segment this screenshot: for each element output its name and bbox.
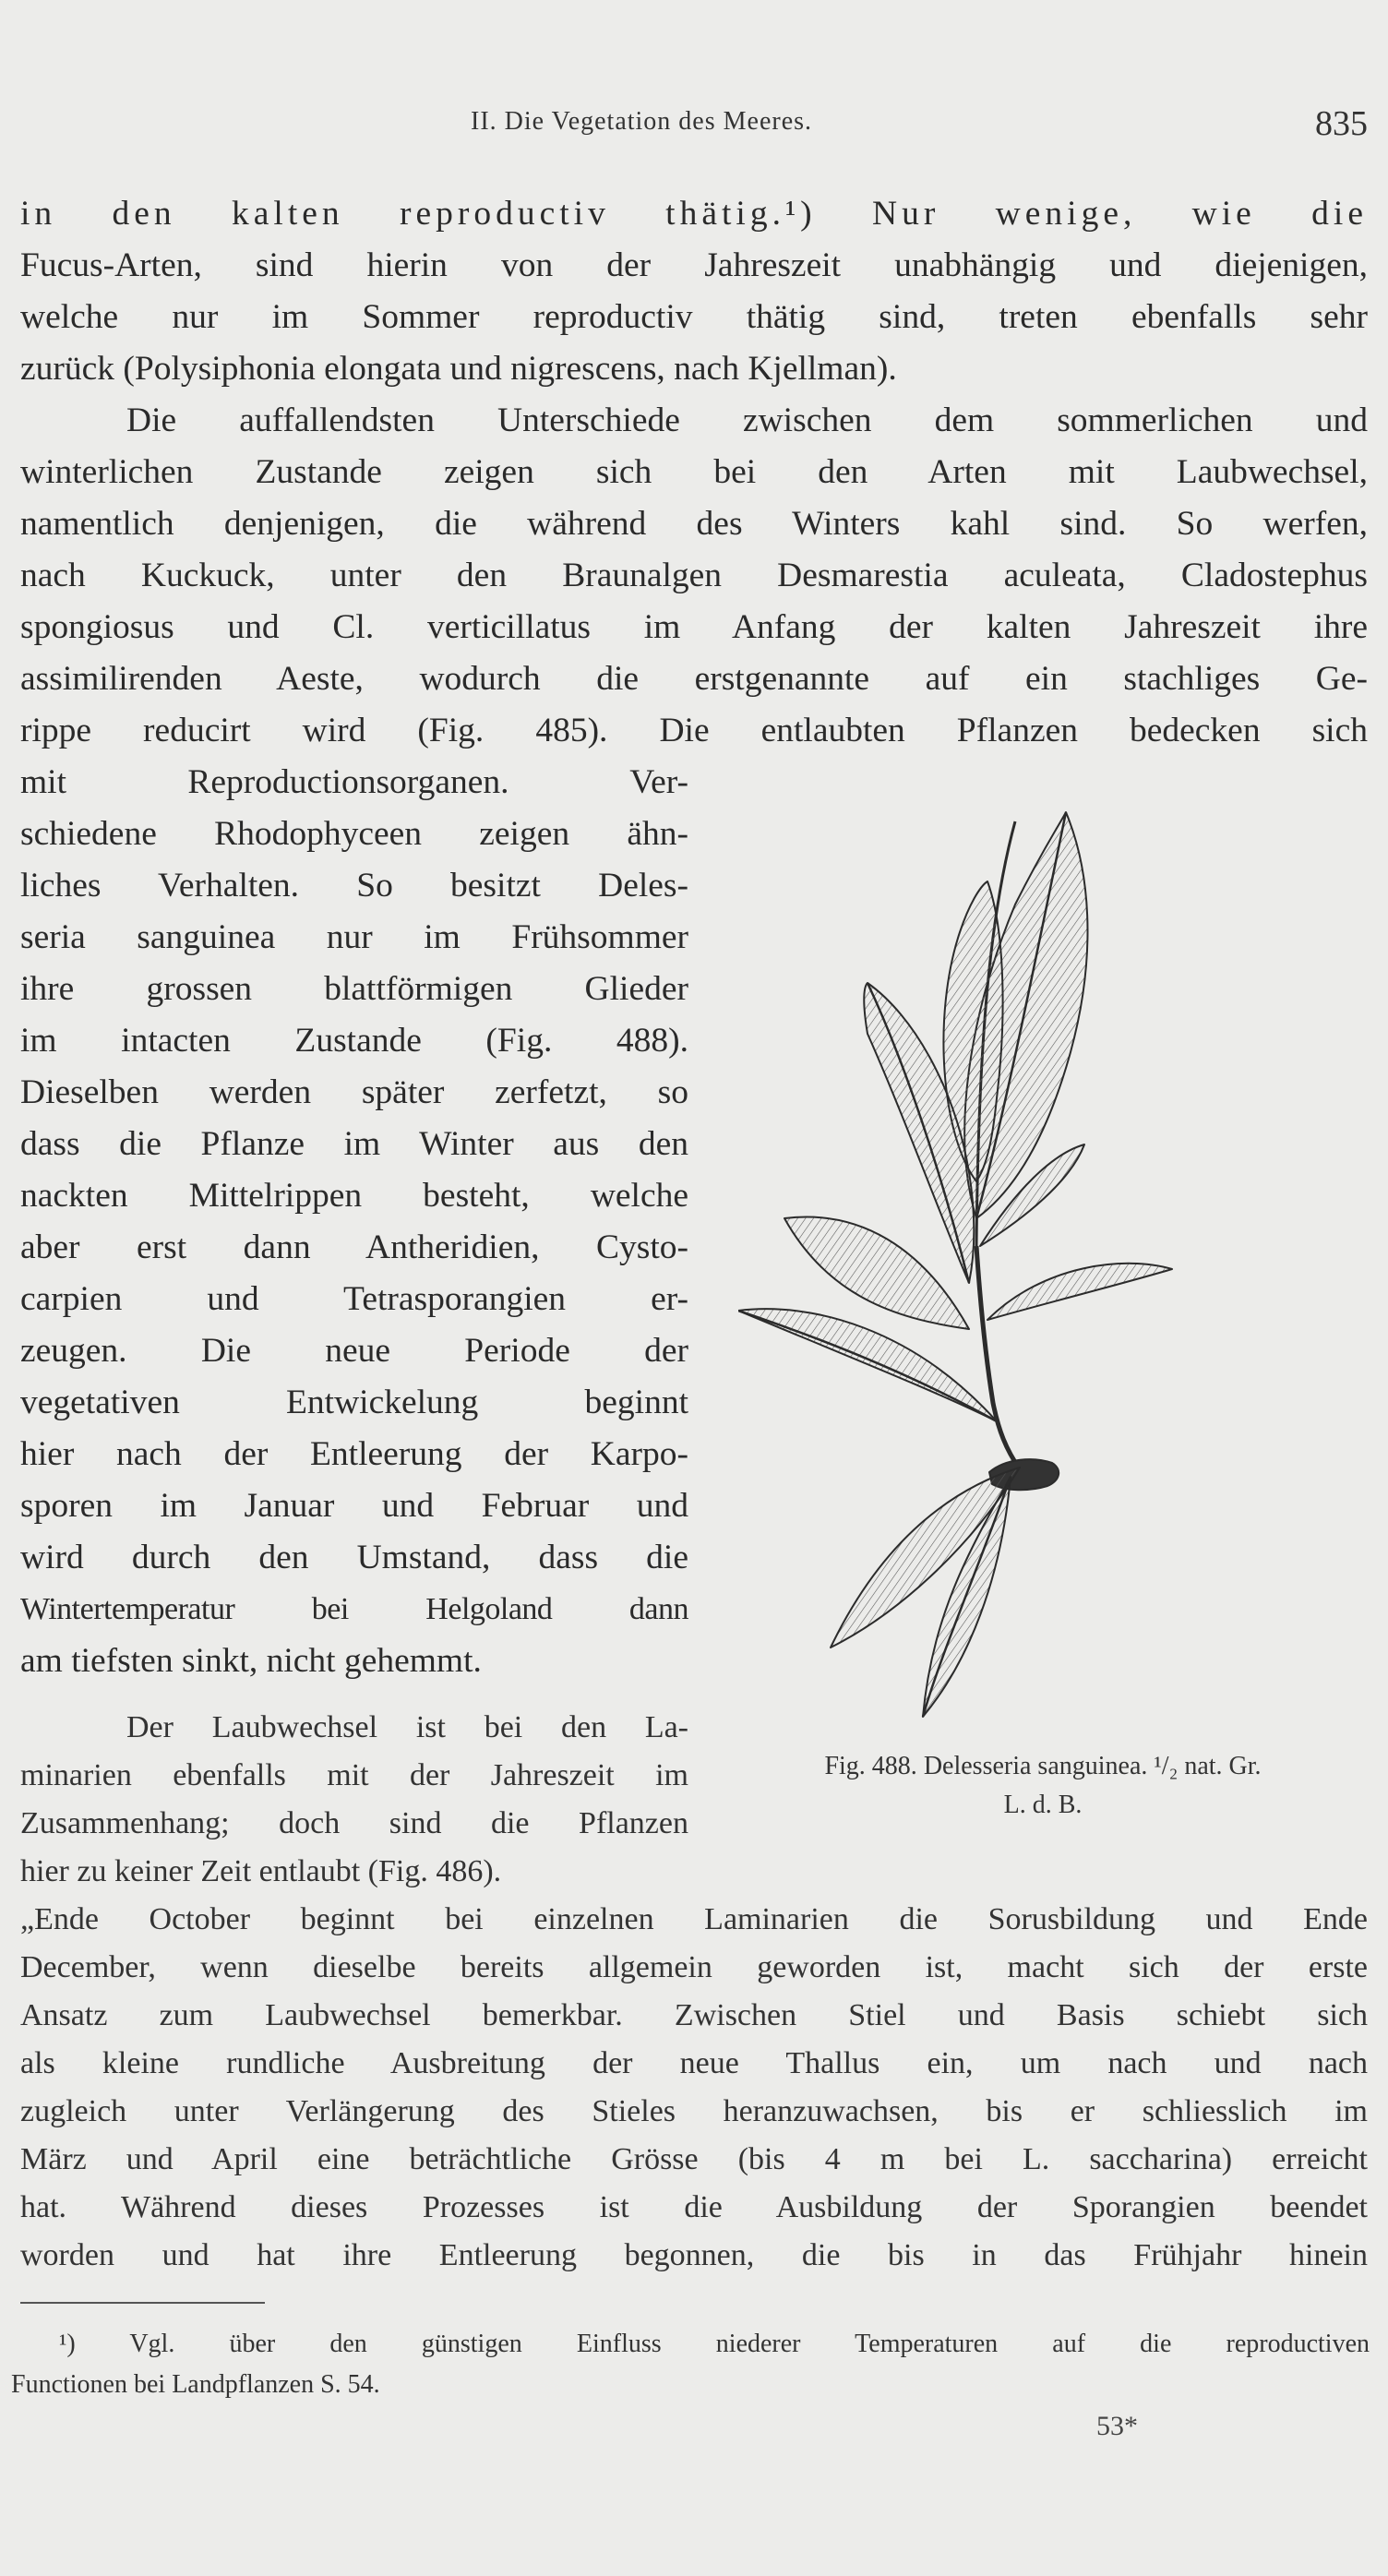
body-line: ihre grossen blattförmigen Glieder (20, 970, 688, 1008)
body-line: aber erst dann Antheridien, Cysto- (20, 1228, 688, 1266)
body-line: welche nur im Sommer reproductiv thätig sind, treten ebenfalls sehr (20, 298, 1368, 336)
body-line: hier nach der Entleerung der Karpo- (20, 1435, 688, 1473)
page-number: 835 (1315, 104, 1368, 143)
body-line: Dieselben werden später zerfetzt, so (20, 1073, 688, 1111)
seaweed-illustration (738, 785, 1375, 1744)
body-line: rippe reducirt wird (Fig. 485). Die entlaubten Pflanzen bedecken sich (20, 712, 1368, 749)
body-line: spongiosus und Cl. verticillatus im Anfang der kalten Jahreszeit ihre (20, 608, 1368, 646)
signature-mark: 53* (1096, 2411, 1138, 2441)
small-print-line: December, wenn dieselbe bereits allgemein geworden ist, macht sich der erste (20, 1950, 1368, 1984)
running-head (0, 103, 1388, 150)
body-line: schiedene Rhodophyceen zeigen ähn- (20, 815, 688, 853)
small-print-line: minarien ebenfalls mit der Jahreszeit im (20, 1758, 688, 1792)
body-line: im intacten Zustande (Fig. 488). (20, 1022, 688, 1060)
running-title: II. Die Vegetation des Meeres. (471, 107, 813, 136)
body-line: sporen im Januar und Februar und (20, 1487, 688, 1525)
body-line: mit Reproductionsorganen. Ver- (20, 763, 688, 801)
small-print-line: Zusammenhang; doch sind die Pflanzen (20, 1806, 688, 1840)
figure-caption (711, 1747, 1375, 1825)
small-print-line: Ansatz zum Laubwechsel bemerkbar. Zwischen Stiel und Basis schiebt sich (20, 1998, 1368, 2032)
small-print-line: Der Laubwechsel ist bei den La- (126, 1710, 688, 1744)
body-line: namentlich denjenigen, die während des Winters kahl sind. So werfen, (20, 505, 1368, 543)
body-line: liches Verhalten. So besitzt Deles- (20, 867, 688, 905)
body-line: carpien und Tetrasporangien er- (20, 1280, 688, 1318)
small-print-line: „Ende October beginnt bei einzelnen Laminarien die Sorusbildung und Ende (20, 1902, 1368, 1936)
footnote-line: Functionen bei Landpflanzen S. 54. (11, 2370, 380, 2399)
body-line: zurück (Polysiphonia elongata und nigrescens, nach Kjellman). (20, 350, 897, 388)
small-print-line: März und April eine beträchtliche Grösse (bis 4 m bei L. saccharina) erreicht (20, 2142, 1368, 2176)
body-line: seria sanguinea nur im Frühsommer (20, 918, 688, 956)
body-line: Wintertemperatur bei Helgoland dann (20, 1592, 688, 1626)
caption-label: Fig. 488. (824, 1752, 917, 1780)
body-line: nackten Mittelrippen besteht, welche (20, 1177, 688, 1215)
body-line: nach Kuckuck, unter den Braunalgen Desmarestia aculeata, Cladostephus (20, 557, 1368, 594)
body-line: winterlichen Zustande zeigen sich bei den Arten mit Laubwechsel, (20, 453, 1368, 491)
small-print-line: als kleine rundliche Ausbreitung der neue Thallus ein, um nach und nach (20, 2046, 1368, 2080)
caption-scale: ¹/₂ nat. Gr. (1154, 1752, 1262, 1780)
footnote-line: ¹) Vgl. über den günstigen Einfluss niederer Temperaturen auf die reproductiven (59, 2330, 1370, 2358)
caption-credit: L. d. B. (1003, 1791, 1083, 1819)
small-print-line: zugleich unter Verlängerung des Stieles heranzuwachsen, bis er schliesslich im (20, 2094, 1368, 2128)
body-line: vegetativen Entwickelung beginnt (20, 1384, 688, 1421)
small-print-line: hier zu keiner Zeit entlaubt (Fig. 486). (20, 1854, 502, 1888)
body-line: wird durch den Umstand, dass die (20, 1539, 688, 1576)
small-print-line: worden und hat ihre Entleerung begonnen, die bis in das Frühjahr hinein (20, 2238, 1368, 2272)
body-line: am tiefsten sinkt, nicht gehemmt. (20, 1642, 482, 1680)
body-line: Fucus-Arten, sind hierin von der Jahreszeit unabhängig und diejenigen, (20, 246, 1368, 284)
small-print-line: hat. Während dieses Prozesses ist die Ausbildung der Sporangien beendet (20, 2190, 1368, 2224)
body-line: dass die Pflanze im Winter aus den (20, 1125, 688, 1163)
body-line: assimilirenden Aeste, wodurch die erstgenannte auf ein stachliges Ge- (20, 660, 1368, 698)
caption-species: Delesseria sanguinea. (923, 1752, 1148, 1780)
body-line: zeugen. Die neue Periode der (20, 1332, 688, 1370)
body-line: in den kalten reproductiv thätig.¹) Nur wenige, wie die (20, 195, 1368, 233)
body-line: Die auffallendsten Unterschiede zwischen dem sommerlichen und (126, 401, 1368, 439)
footnote-rule (20, 2302, 265, 2304)
